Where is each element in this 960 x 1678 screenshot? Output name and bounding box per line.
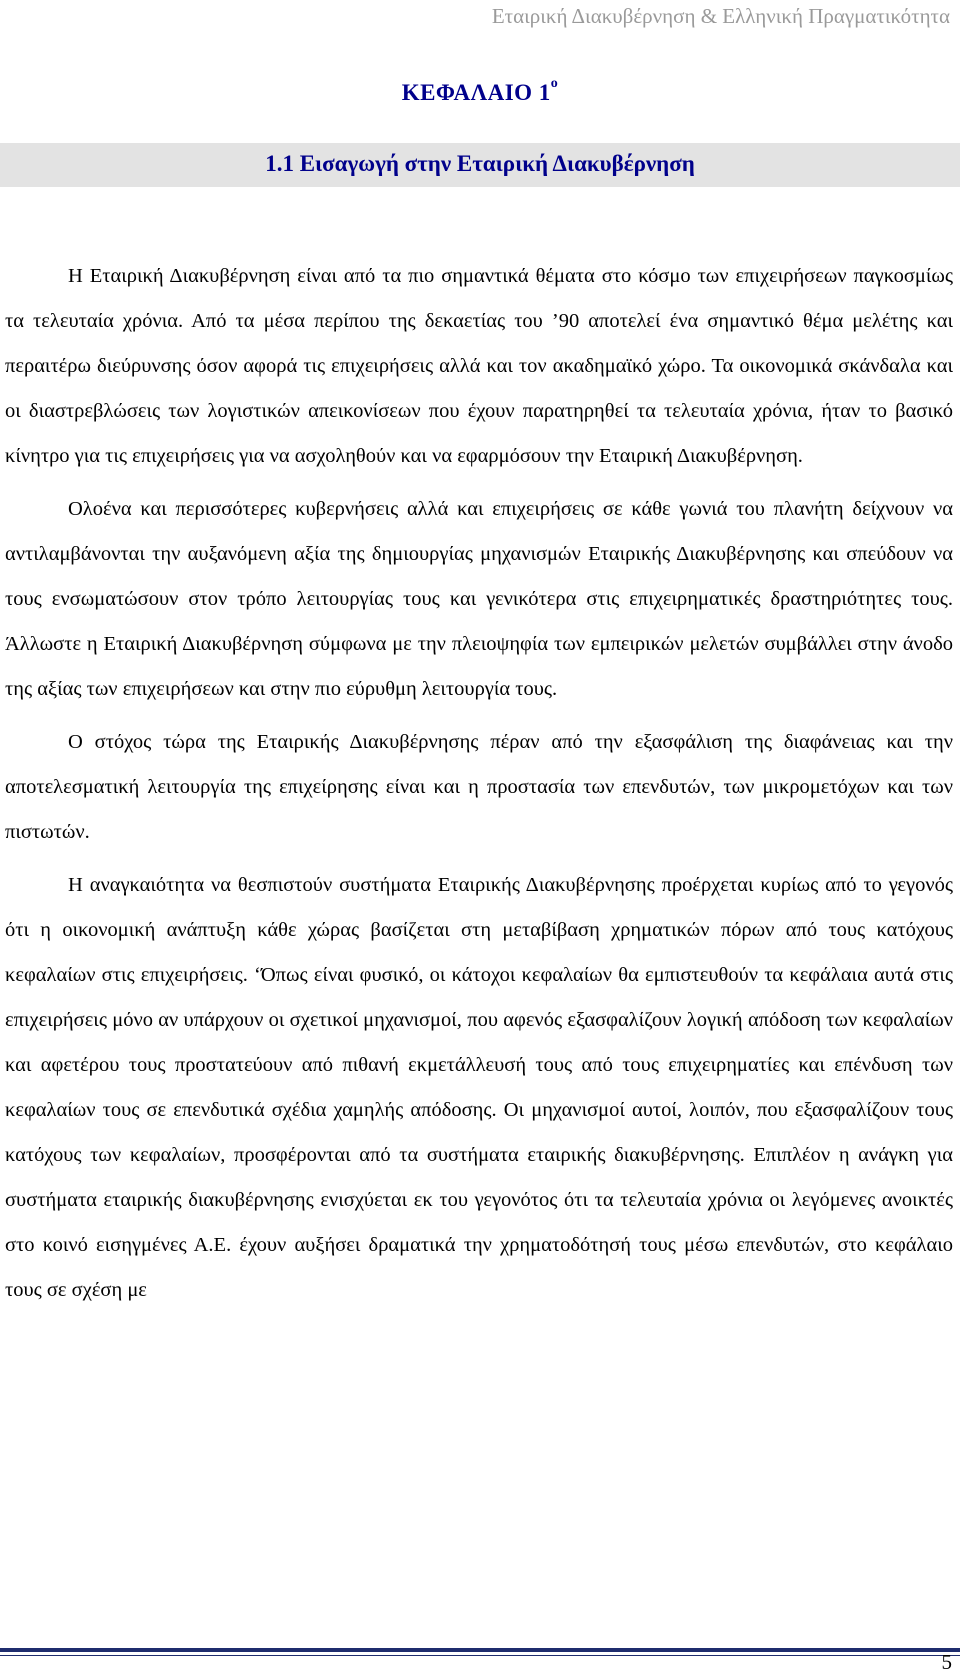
paragraph: Η αναγκαιότητα να θεσπιστούν συστήματα Εταιρικής Διακυβέρνησης προέρχεται κυρίως από το γεγονός ότι η οικονομική ανάπτυξη κάθε χώρας βασίζεται στη μεταβίβαση χρηματικών πόρων από τους κατόχους κεφαλαίων στις επιχειρήσεις. ‘Όπως είναι φυσικό, οι κάτοχοι κεφαλαίων θα εμπιστευθούν τα κεφάλαια αυτά στις επιχειρήσεις μόνο αν υπάρχουν οι σχετικοί μηχανισμοί, που αφενός εξασφαλίζουν λογική απόδοση των κεφαλαίων και αφετέρου τους προστατεύουν από πιθανή εκμετάλλευσή τους από τους επιχειρηματίες και επένδυση των κεφαλαίων τους σε επενδυτικά σχέδια χαμηλής απόδοσης. Οι μηχανισμοί αυτοί, λοιπόν, που εξασφαλίζουν τους κατόχους των κεφαλαίων, προσφέρονται από τα συστήματα εταιρικής διακυβέρνησης. Επιπλέον η ανάγκη για συστήματα εταιρικής διακυβέρνησης ενισχύεται εκ του γεγονότος ότι τα τελευταία χρόνια οι λεγόμενες ανοικτές στο κοινό εισηγμένες Α.Ε. έχουν αυξήσει δραματικά την χρηματοδότησή τους μέσω επενδυτών, στο κεφάλαιο τους σε σχέση με <box>5 874 953 1301</box>
footer-rule <box>0 1648 960 1652</box>
footer-rule-thin <box>0 1655 960 1656</box>
paragraph: Η Εταιρική Διακυβέρνηση είναι από τα πιο σημαντικά θέματα στο κόσμο των επιχειρήσεων παγκοσμίως τα τελευταία χρόνια. Από τα μέσα περίπου της δεκαετίας του ’90 αποτελεί ένα σημαντικό θέμα μελέτης και περαιτέρω διεύρυνσης όσον αφορά τις επιχειρήσεις αλλά και τον ακαδημαϊκό χώρο. Τα οικονομικά σκάνδαλα και οι διαστρεβλώσεις των λογιστικών απεικονίσεων που έχουν παρατηρηθεί τα τελευταία χρόνια, ήταν το βασικό κίνητρο για τις επιχειρήσεις για να ασχοληθούν και να εφαρμόσουν την Εταιρική Διακυβέρνηση. <box>5 265 953 467</box>
page-number: 5 <box>941 1650 952 1674</box>
body-text <box>5 254 953 1321</box>
running-header: Εταιρική Διακυβέρνηση & Ελληνική Πραγματικότητα <box>491 4 950 28</box>
section-title: 1.1 Εισαγωγή στην Εταιρική Διακυβέρνηση <box>265 151 695 176</box>
chapter-ordinal: ο <box>550 76 559 91</box>
paragraph: Ολοένα και περισσότερες κυβερνήσεις αλλά και επιχειρήσεις σε κάθε γωνιά του πλανήτη δείχνουν να αντιλαμβάνονται την αυξανόμενη αξία της δημιουργίας μηχανισμών Εταιρικής Διακυβέρνησης και σπεύδουν να τους ενσωματώσουν στον τρόπο λειτουργίας τους και γενικότερα στις επιχειρηματικές δραστηριότητες τους. Άλλωστε η Εταιρική Διακυβέρνηση σύμφωνα με την πλειοψηφία των εμπειρικών μελετών συμβάλλει στην άνοδο της αξίας των επιχειρήσεων και στην πιο εύρυθμη λειτουργία τους. <box>5 498 953 700</box>
chapter-heading <box>0 76 960 106</box>
chapter-label: ΚΕΦΑΛΑΙΟ 1 <box>401 80 551 105</box>
paragraph: Ο στόχος τώρα της Εταιρικής Διακυβέρνησης πέραν από την εξασφάλιση της διαφάνειας και την αποτελεσματική λειτουργία της επιχείρησης είναι και η προστασία των επενδυτών, των μικρομετόχων και των πιστωτών. <box>5 731 953 843</box>
